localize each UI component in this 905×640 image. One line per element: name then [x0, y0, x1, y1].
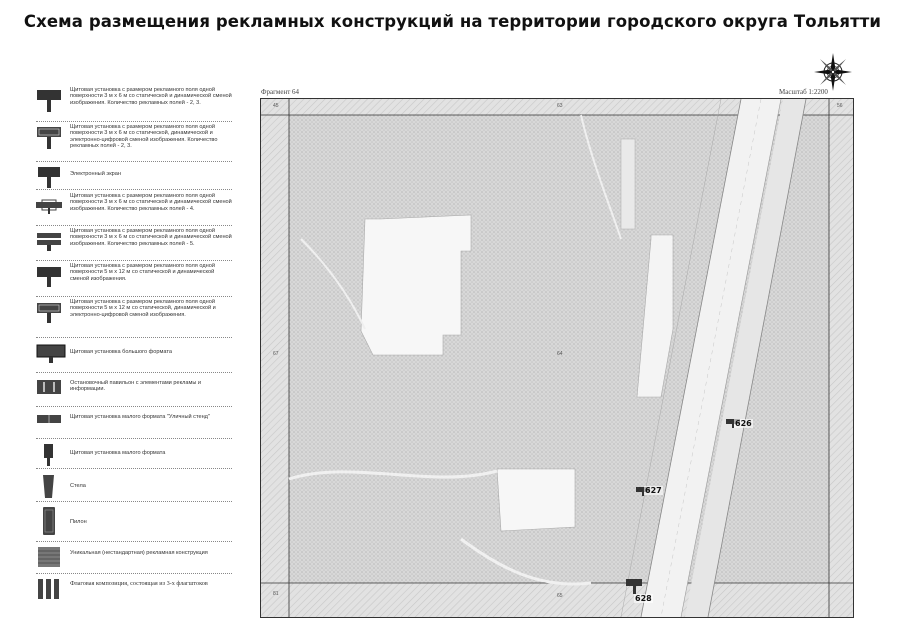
legend-item: [36, 86, 232, 122]
legend-text: Стела: [70, 483, 86, 489]
billboard-3x6-icon: [36, 88, 62, 116]
billboard-5x12-digital-icon: [36, 300, 62, 326]
legend-text: Щитовая установка малого формата: [70, 450, 166, 456]
billboard-3x6-digital-icon: [36, 125, 62, 153]
neighbor-label: 64: [557, 351, 563, 357]
electronic-screen-icon: [36, 165, 62, 191]
stela-icon: [36, 472, 62, 500]
legend-text: Щитовая установка большого формата: [70, 349, 172, 355]
structure-number: 628: [635, 594, 652, 603]
neighbor-label: 81: [273, 591, 279, 597]
large-format-icon: [36, 341, 66, 365]
neighbor-label: 63: [557, 103, 563, 109]
neighbor-label: 65: [557, 593, 563, 599]
map-base: [261, 99, 853, 617]
flag-composition-icon: [36, 577, 62, 603]
billboard-4-fields-icon: [36, 194, 62, 218]
structure-number: 627: [645, 486, 662, 495]
pylon-icon: [36, 505, 62, 537]
legend-text: Щитовая установка с размером рекламного поля одной поверхности 3 м х 6 м со статической, динамической и электронно-цифровой сменой изображения. Количество рекламных полей - 2, 3.: [70, 124, 218, 149]
map-fragment[interactable]: [260, 98, 854, 618]
legend-text: Щитовая установка с размером рекламного поля одной поверхности 3 м х 6 м со статической и динамической сменой изображения. Количество рекламных полей - 5.: [70, 228, 232, 247]
legend-item: [36, 339, 232, 373]
legend-text: Щитовая установка малого формата "Уличный стенд": [70, 414, 210, 420]
neighbor-label: 45: [273, 103, 279, 109]
neighbor-label: 67: [273, 351, 279, 357]
legend-text: Пилон: [70, 519, 87, 525]
legend-item: [36, 575, 232, 603]
legend-text: Щитовая установка с размером рекламного поля одной поверхности 3 м х 6 м со статической и динамической сменой изображения. Количество рекламных полей - 2, 3.: [70, 87, 232, 106]
legend-item: [36, 123, 232, 162]
legend-item: [36, 440, 232, 469]
page-title: Схема размещения рекламных конструкций на территории городского округа Тольятти: [23, 12, 882, 31]
legend-text: Уникальная (нестандартная) рекламная конструкция: [70, 550, 208, 556]
billboard-5-fields-icon: [36, 229, 62, 253]
legend-item: [36, 543, 232, 574]
city-stand-icon: [36, 410, 62, 430]
legend-text: Щитовая установка с размером рекламного поля одной поверхности 3 м х 6 м со статической и динамической сменой изображения. Количество рекламных полей - 4.: [70, 193, 232, 212]
legend-item: [36, 192, 232, 226]
structure-number: 626: [735, 419, 752, 428]
billboard-5x12-icon: [36, 264, 62, 290]
legend-item: [36, 298, 232, 338]
legend-text: Остановочный павильон с элементами рекламы и информации.: [70, 380, 202, 393]
small-format-icon: [36, 442, 62, 468]
legend-item: [36, 374, 232, 407]
legend-item: [36, 262, 232, 297]
legend-item: [36, 227, 232, 261]
legend-text: Электронный экран: [70, 171, 121, 177]
unique-structure-icon: [36, 545, 62, 569]
legend-item: [36, 503, 232, 542]
stop-pavilion-icon: [36, 376, 62, 398]
legend-text: Флаговая композиция, состоящая из 3-х флагштоков: [70, 580, 208, 587]
legend-text: Щитовая установка с размером рекламного поля одной поверхности 5 м х 12 м со статической, динамической и электронно-цифровой сменой изображения.: [70, 299, 216, 318]
legend-text: Щитовая установка с размером рекламного поля одной поверхности 5 м х 12 м со статической и динамической сменой изображения.: [70, 263, 215, 282]
scale-label: Масштаб 1:2200: [779, 88, 828, 96]
legend-item: [36, 408, 232, 439]
compass-rose-icon: [813, 52, 853, 92]
legend-item: [36, 163, 232, 190]
legend-item: [36, 470, 232, 502]
neighbor-label: 56: [837, 103, 843, 109]
fragment-label: Фрагмент 64: [261, 88, 300, 96]
